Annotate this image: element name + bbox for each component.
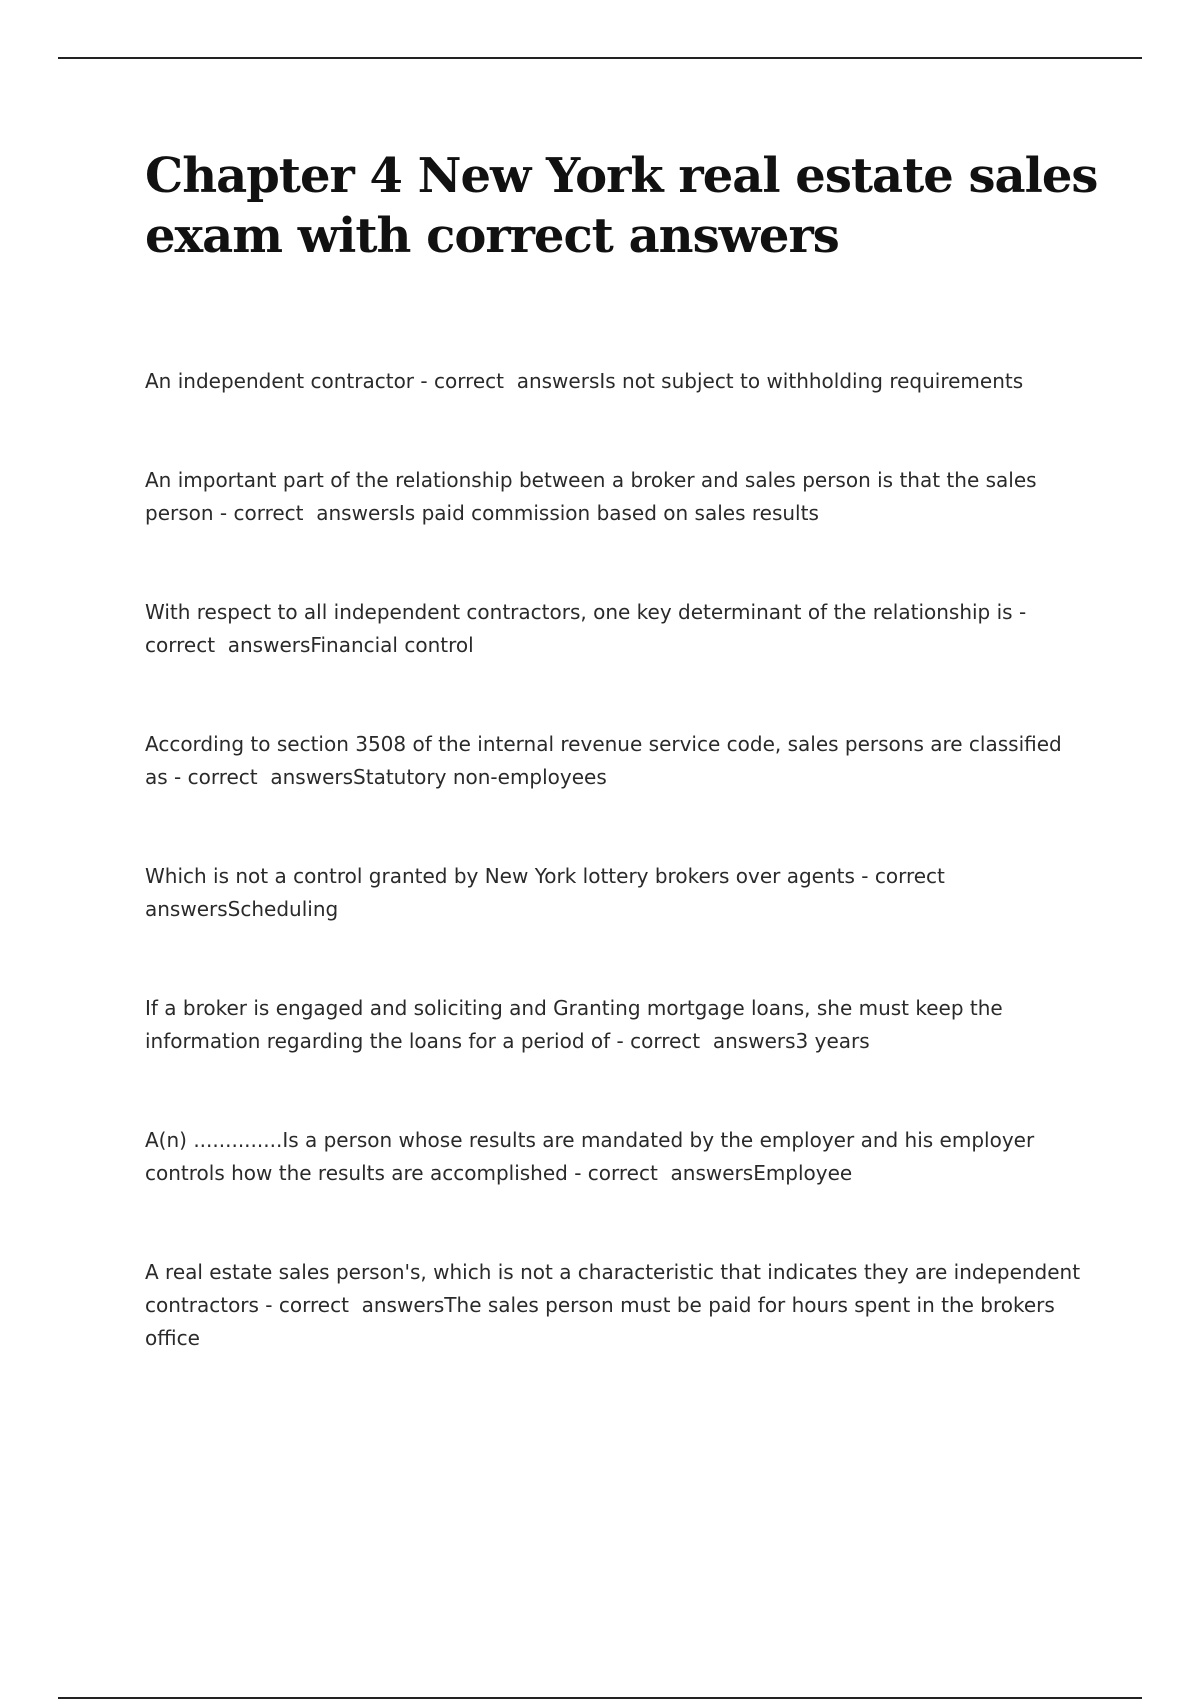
question-text: An important part of the relationship between a broker and sales person is that the sales person <box>145 468 1043 525</box>
answer-text: Financial control <box>310 633 474 657</box>
answer-text: Scheduling <box>227 897 339 921</box>
answer-separator: - correct answers <box>567 1161 754 1185</box>
question-text: According to section 3508 of the internal revenue service code, sales persons are classified as <box>145 732 1069 789</box>
question-text: A real estate sales person's, which is not a characteristic that indicates they are independent contractors <box>145 1260 1087 1317</box>
answer-text: Employee <box>753 1161 853 1185</box>
answer-separator: - correct answers <box>145 600 1033 657</box>
qa-list <box>145 365 1090 1421</box>
qa-item <box>145 728 1090 794</box>
answer-separator: - correct answers <box>167 765 354 789</box>
answer-text: The sales person must be paid for hours spent in the brokers office <box>145 1293 1062 1350</box>
qa-item <box>145 596 1090 662</box>
bottom-rule <box>58 1697 1142 1699</box>
question-text: With respect to all independent contractors, one key determinant of the relationship is <box>145 600 1013 624</box>
answer-separator: - correct answers <box>610 1029 796 1053</box>
answer-text: Statutory non-employees <box>353 765 607 789</box>
qa-item <box>145 860 1090 926</box>
top-rule <box>58 57 1142 59</box>
answer-separator: - correct answers <box>213 501 399 525</box>
qa-item <box>145 365 1090 398</box>
question-text: A(n) ..............Is a person whose results are mandated by the employer and his employer controls how the results are accomplished <box>145 1128 1041 1185</box>
question-text: If a broker is engaged and soliciting and Granting mortgage loans, she must keep the information regarding the loans for a period of <box>145 996 1010 1053</box>
answer-text: Is paid commission based on sales results <box>398 501 819 525</box>
qa-item <box>145 1124 1090 1190</box>
answer-separator: - correct answers <box>414 369 600 393</box>
answer-text: 3 years <box>795 1029 870 1053</box>
qa-item <box>145 1256 1090 1355</box>
answer-separator: - correct answers <box>145 864 958 921</box>
document-title: Chapter 4 New York real estate sales exam with correct answers <box>145 148 1098 264</box>
qa-item <box>145 464 1090 530</box>
qa-item <box>145 992 1090 1058</box>
question-text: Which is not a control granted by New York lottery brokers over agents <box>145 864 855 888</box>
question-text: An independent contractor <box>145 369 415 393</box>
answer-separator: - correct answers <box>258 1293 445 1317</box>
answer-text: Is not subject to withholding requirements <box>599 369 1024 393</box>
